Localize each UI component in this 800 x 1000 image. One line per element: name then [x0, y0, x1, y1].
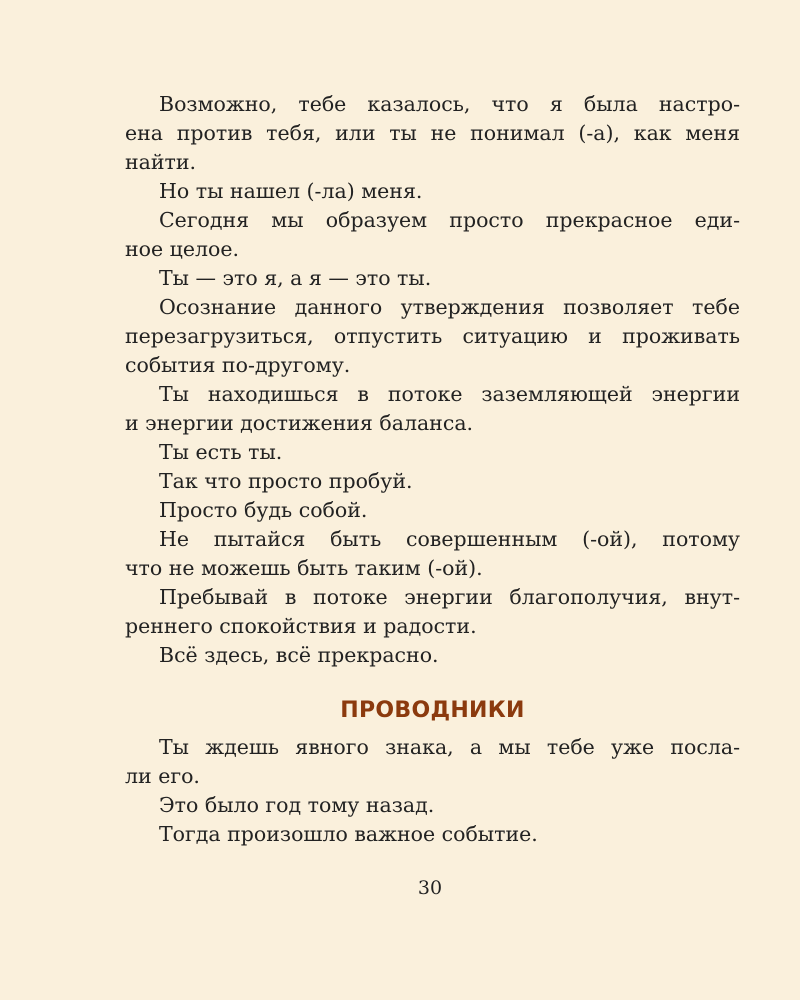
text-line: Возможно, тебе казалось, что я была настро- — [159, 92, 740, 116]
text-line: реннего спокойствия и радости. — [125, 614, 477, 638]
text-line: что не можешь быть таким (-ой). — [125, 556, 483, 580]
text-line: Всё здесь, всё прекрасно. — [159, 643, 439, 667]
text-line: Ты — это я, а я — это ты. — [159, 266, 432, 290]
text-line: Осознание данного утверждения позволяет тебе — [159, 295, 740, 319]
text-line: ена против тебя, или ты не понимал (-а), как меня — [125, 121, 740, 145]
text-line: найти. — [125, 150, 197, 174]
text-line: Ты находишься в потоке заземляющей энергии — [159, 382, 740, 406]
text-line: перезагрузиться, отпустить ситуацию и проживать — [125, 324, 740, 348]
text-line: ное целое. — [125, 237, 239, 261]
text-line: и энергии достижения баланса. — [125, 411, 474, 435]
text-line: Но ты нашел (-ла) меня. — [159, 179, 423, 203]
text-line: Сегодня мы образуем просто прекрасное еди- — [159, 208, 740, 232]
body-text — [125, 90, 740, 670]
text-line: Так что просто пробуй. — [159, 469, 413, 493]
text-line: Ты ждешь явного знака, а мы тебе уже посла- — [159, 735, 740, 759]
section-heading: ПРОВОДНИКИ — [340, 698, 525, 723]
text-line: Не пытайся быть совершенным (-ой), потому — [159, 527, 740, 551]
section-text — [125, 733, 740, 849]
text-line: Ты есть ты. — [159, 440, 283, 464]
text-line: Пребывай в потоке энергии благополучия, внут- — [159, 585, 740, 609]
page-number: 30 — [417, 877, 443, 899]
text-line: события по-другому. — [125, 353, 351, 377]
text-line: Это было год тому назад. — [159, 793, 435, 817]
text-line: Просто будь собой. — [159, 498, 368, 522]
text-line: Тогда произошло важное событие. — [159, 822, 538, 846]
text-line: ли его. — [125, 764, 200, 788]
